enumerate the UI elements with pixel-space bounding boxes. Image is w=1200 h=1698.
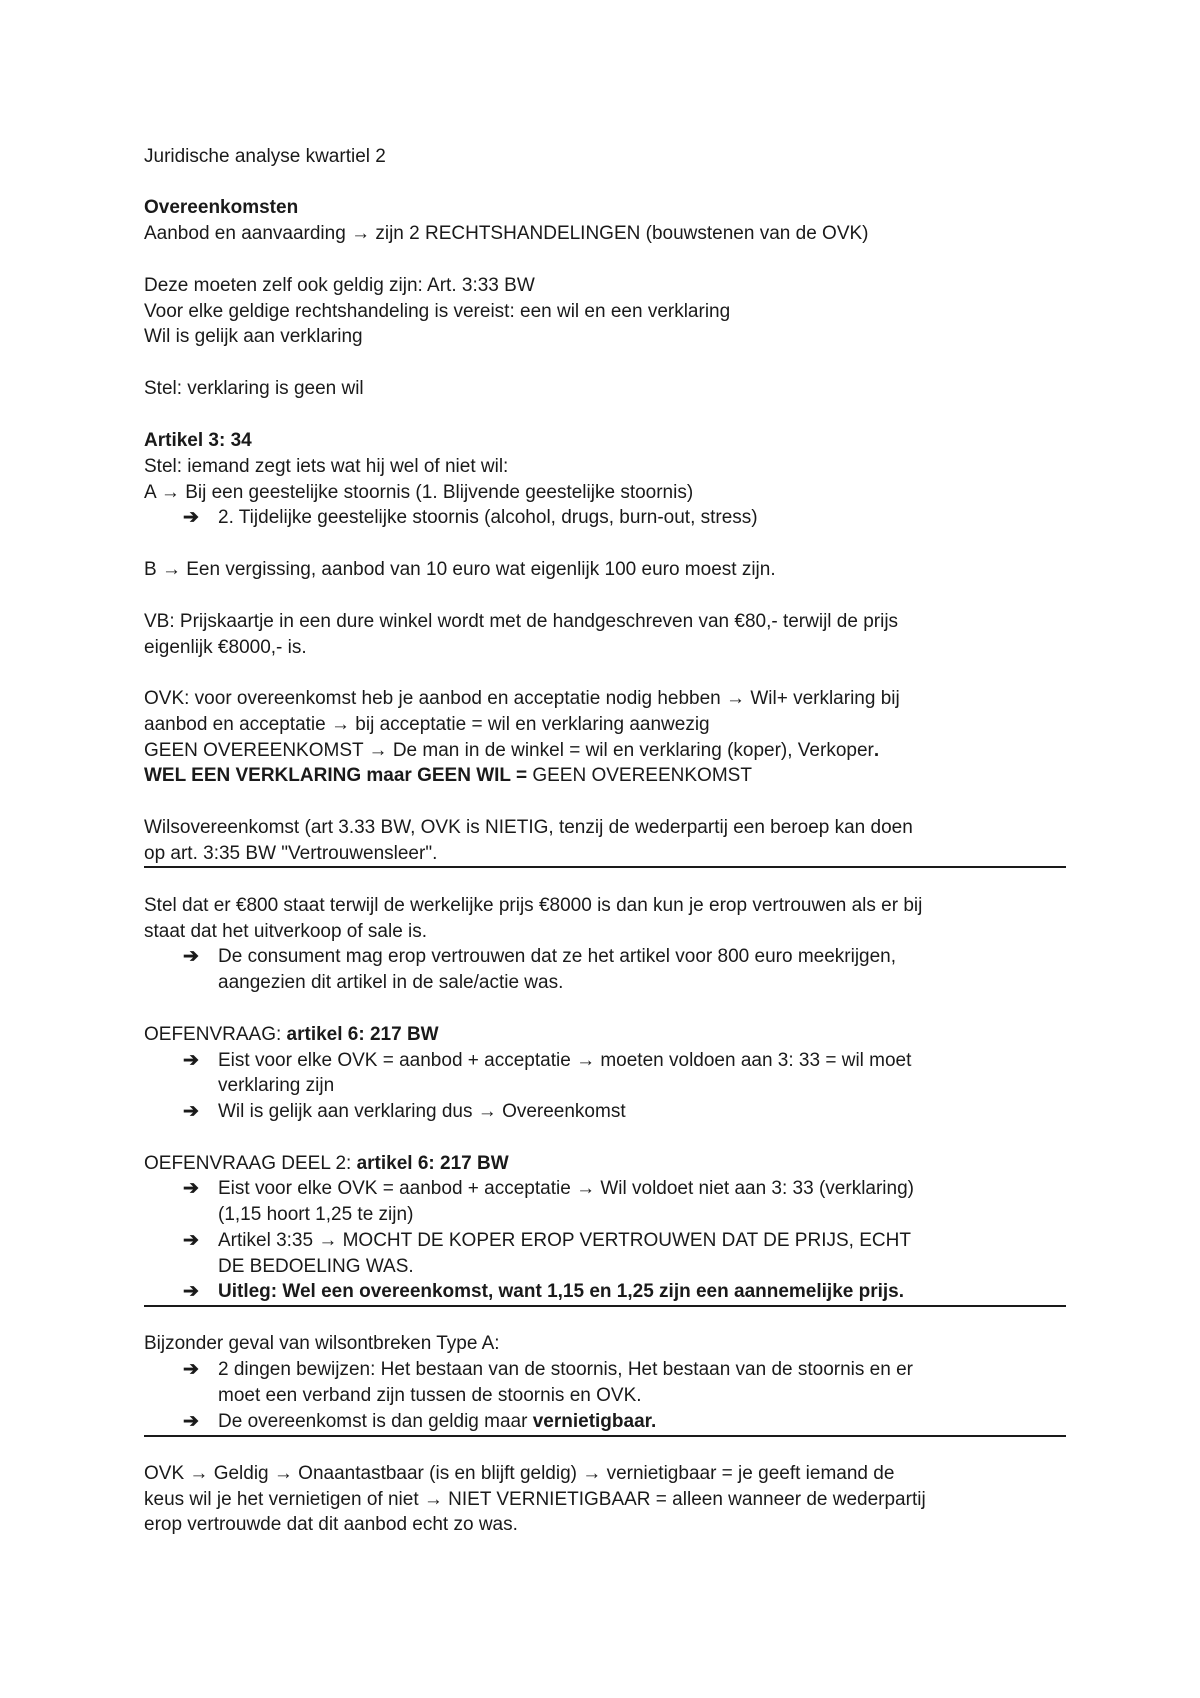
list-item-text: aangezien dit artikel in de sale/actie was.: [218, 972, 564, 993]
heading-oefenvraag: OEFENVRAAG: artikel 6: 217 BW: [144, 1024, 439, 1045]
paragraph-line: OVK: voor overeenkomst heb je aanbod en acceptatie nodig hebben → Wil+ verklaring bij: [144, 688, 900, 709]
list-item-text: De overeenkomst is dan geldig maar vernietigbaar.: [218, 1411, 657, 1432]
paragraph-line: Stel dat er €800 staat terwijl de werkelijke prijs €8000 is dan kun je erop vertrouwen als er bij: [144, 895, 923, 916]
document-title: Juridische analyse kwartiel 2: [144, 146, 386, 167]
paragraph-line: Wil is gelijk aan verklaring: [144, 326, 363, 347]
list-item-text: verklaring zijn: [218, 1075, 335, 1096]
arrow-icon: →: [423, 1489, 443, 1510]
arrow-bullet-icon: ➔: [183, 1178, 199, 1199]
list-item-text: Artikel 3:35 → MOCHT DE KOPER EROP VERTROUWEN DAT DE PRIJS, ECHT: [218, 1230, 911, 1251]
paragraph-line: aanbod en acceptatie → bij acceptatie = wil en verklaring aanwezig: [144, 714, 710, 735]
paragraph-line: eigenlijk €8000,- is.: [144, 637, 307, 658]
arrow-bullet-icon: ➔: [183, 1230, 199, 1251]
arrow-icon: →: [576, 1050, 596, 1071]
arrow-icon: →: [477, 1101, 497, 1122]
arrow-bullet-icon: ➔: [183, 1359, 199, 1380]
horizontal-rule: [144, 1435, 1066, 1437]
paragraph-line: keus wil je het vernietigen of niet → NIET VERNIETIGBAAR = alleen wanneer de wederpartij: [144, 1489, 926, 1510]
list-item: [183, 946, 199, 968]
arrow-icon: →: [161, 559, 181, 580]
paragraph-line: VB: Prijskaartje in een dure winkel wordt met de handgeschreven van €80,- terwijl de prijs: [144, 611, 899, 632]
paragraph-line: Voor elke geldige rechtshandeling is vereist: een wil en een verklaring: [144, 301, 731, 322]
paragraph-line: WEL EEN VERKLARING maar GEEN WIL = GEEN OVEREENKOMST: [144, 765, 752, 786]
paragraph-line: erop vertrouwde dat dit aanbod echt zo was.: [144, 1514, 518, 1535]
list-item: [183, 1050, 199, 1072]
list-item: [183, 1101, 199, 1123]
arrow-icon: →: [160, 482, 180, 503]
list-item-text: 2 dingen bewijzen: Het bestaan van de stoornis, Het bestaan van de stoornis en er: [218, 1359, 913, 1380]
list-item-text: (1,15 hoort 1,25 te zijn): [218, 1204, 414, 1225]
arrow-icon: →: [576, 1178, 596, 1199]
paragraph-line: B → Een vergissing, aanbod van 10 euro wat eigenlijk 100 euro moest zijn.: [144, 559, 776, 580]
arrow-icon: →: [189, 1463, 209, 1484]
list-item-text: De consument mag erop vertrouwen dat ze het artikel voor 800 euro meekrijgen,: [218, 946, 897, 967]
heading-overeenkomsten: Overeenkomsten: [144, 197, 299, 218]
horizontal-rule: [144, 866, 1066, 868]
list-item: [183, 1178, 199, 1200]
arrow-bullet-icon: ➔: [183, 1101, 199, 1122]
arrow-bullet-icon: ➔: [183, 1411, 199, 1432]
list-item-text: moet een verband zijn tussen de stoornis en OVK.: [218, 1385, 642, 1406]
list-item: [183, 1281, 199, 1303]
arrow-bullet-icon: ➔: [183, 1050, 199, 1071]
paragraph-line: Stel: iemand zegt iets wat hij wel of niet wil:: [144, 456, 509, 477]
list-item-text: Wil is gelijk aan verklaring dus → Overeenkomst: [218, 1101, 626, 1122]
list-item: [183, 507, 199, 529]
list-item-text: Eist voor elke OVK = aanbod + acceptatie → Wil voldoet niet aan 3: 33 (verklaring): [218, 1178, 914, 1199]
paragraph-line: GEEN OVEREENKOMST → De man in de winkel = wil en verklaring (koper), Verkoper.: [144, 740, 880, 761]
intro-line: Aanbod en aanvaarding → zijn 2 RECHTSHANDELINGEN (bouwstenen van de OVK): [144, 223, 869, 244]
list-item-text: 2. Tijdelijke geestelijke stoornis (alcohol, drugs, burn-out, stress): [218, 507, 758, 528]
arrow-icon: →: [273, 1463, 293, 1484]
arrow-icon: →: [331, 714, 350, 735]
paragraph-line: staat dat het uitverkoop of sale is.: [144, 921, 428, 942]
arrow-bullet-icon: ➔: [183, 507, 199, 528]
list-item-text: Eist voor elke OVK = aanbod + acceptatie → moeten voldoen aan 3: 33 = wil moet: [218, 1050, 912, 1071]
horizontal-rule: [144, 1305, 1066, 1307]
list-item: [183, 1359, 199, 1381]
arrow-icon: →: [726, 688, 746, 709]
paragraph-line: Wilsovereenkomst (art 3.33 BW, OVK is NIETIG, tenzij de wederpartij een beroep kan doen: [144, 817, 913, 838]
paragraph-line: Stel: verklaring is geen wil: [144, 378, 364, 399]
list-item-text: DE BEDOELING WAS.: [218, 1256, 414, 1277]
list-item: [183, 1411, 199, 1433]
paragraph-line: A → Bij een geestelijke stoornis (1. Blijvende geestelijke stoornis): [144, 482, 694, 503]
arrow-icon: →: [318, 1230, 338, 1251]
arrow-icon: →: [582, 1463, 602, 1484]
arrow-bullet-icon: ➔: [183, 1281, 199, 1302]
paragraph-line: Bijzonder geval van wilsontbreken Type A:: [144, 1333, 500, 1354]
paragraph-line: OVK → Geldig → Onaantastbaar (is en blijft geldig) → vernietigbaar = je geeft iemand de: [144, 1463, 895, 1484]
heading-artikel-3-34: Artikel 3: 34: [144, 430, 252, 451]
paragraph-line: Deze moeten zelf ook geldig zijn: Art. 3:33 BW: [144, 275, 535, 296]
arrow-bullet-icon: ➔: [183, 946, 199, 967]
paragraph-line: op art. 3:35 BW "Vertrouwensleer".: [144, 843, 438, 864]
list-item-text: Uitleg: Wel een overeenkomst, want 1,15 en 1,25 zijn een aannemelijke prijs.: [218, 1281, 905, 1302]
heading-oefenvraag-deel-2: OEFENVRAAG DEEL 2: artikel 6: 217 BW: [144, 1153, 509, 1174]
arrow-icon: →: [351, 223, 371, 244]
list-item: [183, 1230, 199, 1252]
arrow-icon: →: [368, 740, 388, 761]
